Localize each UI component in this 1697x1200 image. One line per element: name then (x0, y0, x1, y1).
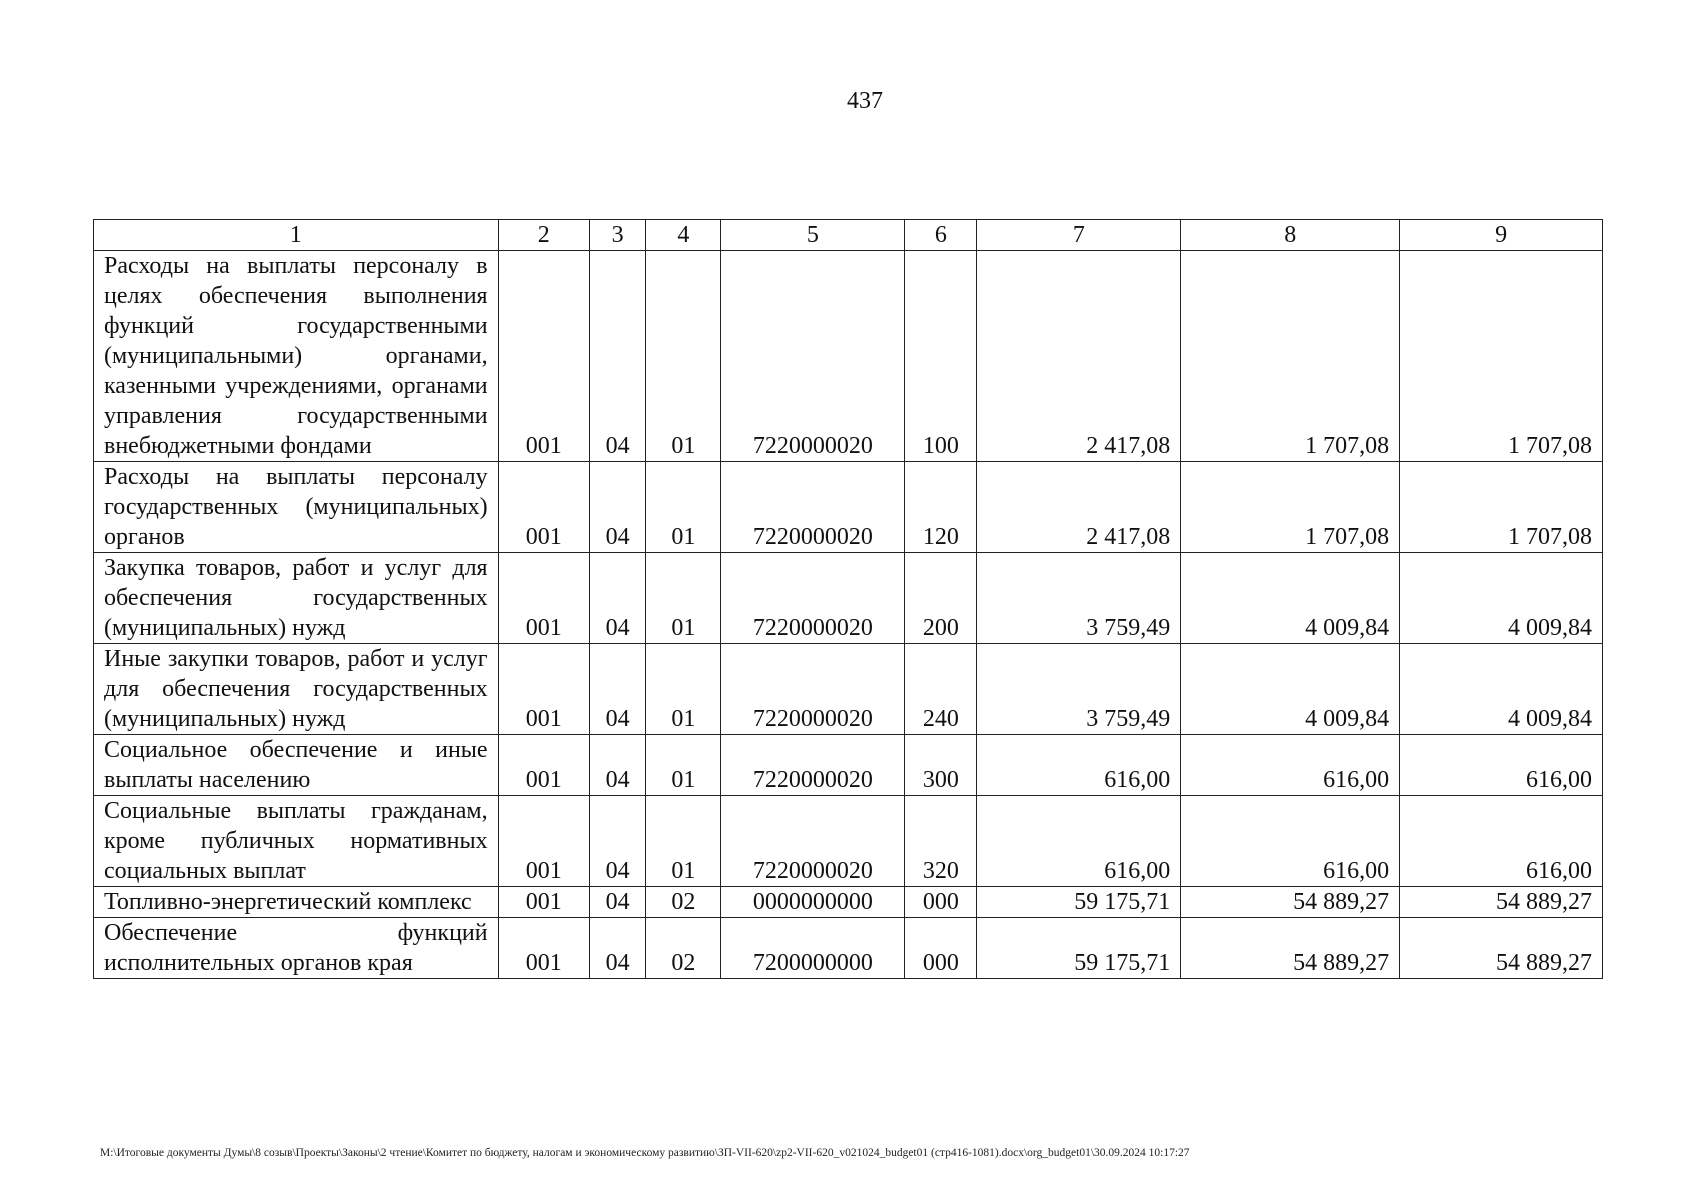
table-row (94, 251, 1603, 462)
row-c5: 7220000020 (721, 251, 905, 462)
row-c2: 001 (498, 462, 589, 553)
row-c5: 7220000020 (721, 644, 905, 735)
row-c6: 100 (905, 251, 977, 462)
row-c9: 4 009,84 (1400, 644, 1603, 735)
row-c7: 59 175,71 (977, 918, 1181, 979)
row-c6: 000 (905, 918, 977, 979)
row-c9: 54 889,27 (1400, 887, 1603, 918)
row-c8: 1 707,08 (1181, 251, 1400, 462)
row-c7: 3 759,49 (977, 644, 1181, 735)
row-c4: 01 (646, 644, 721, 735)
row-c4: 01 (646, 735, 721, 796)
row-c3: 04 (589, 644, 645, 735)
row-c6: 240 (905, 644, 977, 735)
row-c3: 04 (589, 796, 645, 887)
footer-file-path: M:\Итоговые документы Думы\8 созыв\Проекты\Законы\2 чтение\Комитет по бюджету, налогам и экономическому развитию\ЗП-VII-620\zp2-VII-620_v021024_budget01 (стр416-1081).docx\org_budget01\30.09.2024 10:17:27 (100, 1147, 1190, 1159)
row-c2: 001 (498, 887, 589, 918)
row-c4: 01 (646, 796, 721, 887)
row-c8: 4 009,84 (1181, 553, 1400, 644)
row-c5: 7220000020 (721, 796, 905, 887)
table-row (94, 887, 1603, 918)
table-row (94, 644, 1603, 735)
header-col-7: 7 (977, 220, 1181, 251)
table-row (94, 918, 1603, 979)
table-row (94, 553, 1603, 644)
row-c9: 1 707,08 (1400, 251, 1603, 462)
row-c5: 7200000000 (721, 918, 905, 979)
row-c5: 7220000020 (721, 553, 905, 644)
row-name: Расходы на выплаты персоналу в целях обеспечения выполнения функций государственными (муниципальными) органами, казенными учреждениями, органами управления государственными внебюджетными фондами (94, 251, 499, 462)
row-c8: 616,00 (1181, 735, 1400, 796)
row-name: Социальное обеспечение и иные выплаты населению (94, 735, 499, 796)
row-name: Иные закупки товаров, работ и услуг для обеспечения государственных (муниципальных) нужд (94, 644, 499, 735)
row-c2: 001 (498, 735, 589, 796)
row-c4: 01 (646, 553, 721, 644)
row-c9: 616,00 (1400, 735, 1603, 796)
row-c3: 04 (589, 553, 645, 644)
table-row (94, 462, 1603, 553)
row-name: Закупка товаров, работ и услуг для обеспечения государственных (муниципальных) нужд (94, 553, 499, 644)
header-col-3: 3 (589, 220, 645, 251)
row-c8: 1 707,08 (1181, 462, 1400, 553)
row-c5: 7220000020 (721, 735, 905, 796)
row-c4: 02 (646, 918, 721, 979)
header-col-6: 6 (905, 220, 977, 251)
row-c9: 616,00 (1400, 796, 1603, 887)
row-name: Социальные выплаты гражданам, кроме публичных нормативных социальных выплат (94, 796, 499, 887)
row-c4: 01 (646, 251, 721, 462)
row-c8: 4 009,84 (1181, 644, 1400, 735)
row-name: Расходы на выплаты персоналу государственных (муниципальных) органов (94, 462, 499, 553)
row-c5: 0000000000 (721, 887, 905, 918)
header-col-1: 1 (94, 220, 499, 251)
row-c7: 616,00 (977, 796, 1181, 887)
row-c3: 04 (589, 462, 645, 553)
row-c7: 616,00 (977, 735, 1181, 796)
row-c3: 04 (589, 735, 645, 796)
table-row (94, 796, 1603, 887)
row-c8: 616,00 (1181, 796, 1400, 887)
header-col-5: 5 (721, 220, 905, 251)
row-c6: 000 (905, 887, 977, 918)
row-c4: 02 (646, 887, 721, 918)
row-c6: 120 (905, 462, 977, 553)
row-name: Топливно-энергетический комплекс (94, 887, 499, 918)
row-c7: 59 175,71 (977, 887, 1181, 918)
row-c4: 01 (646, 462, 721, 553)
table-row (94, 735, 1603, 796)
row-c6: 320 (905, 796, 977, 887)
row-c3: 04 (589, 887, 645, 918)
header-col-9: 9 (1400, 220, 1603, 251)
row-c7: 3 759,49 (977, 553, 1181, 644)
header-col-4: 4 (646, 220, 721, 251)
header-col-8: 8 (1181, 220, 1400, 251)
budget-table (93, 219, 1603, 979)
row-c5: 7220000020 (721, 462, 905, 553)
row-c9: 54 889,27 (1400, 918, 1603, 979)
row-c2: 001 (498, 553, 589, 644)
row-c7: 2 417,08 (977, 251, 1181, 462)
row-c2: 001 (498, 251, 589, 462)
row-c9: 1 707,08 (1400, 462, 1603, 553)
row-c3: 04 (589, 251, 645, 462)
row-c3: 04 (589, 918, 645, 979)
row-c2: 001 (498, 644, 589, 735)
page-number: 437 (847, 88, 883, 114)
row-c6: 300 (905, 735, 977, 796)
header-row (94, 220, 1603, 251)
row-c6: 200 (905, 553, 977, 644)
header-col-2: 2 (498, 220, 589, 251)
row-c8: 54 889,27 (1181, 887, 1400, 918)
row-c2: 001 (498, 796, 589, 887)
row-c7: 2 417,08 (977, 462, 1181, 553)
row-c2: 001 (498, 918, 589, 979)
row-name: Обеспечение функций исполнительных органов края (94, 918, 499, 979)
row-c8: 54 889,27 (1181, 918, 1400, 979)
row-c9: 4 009,84 (1400, 553, 1603, 644)
